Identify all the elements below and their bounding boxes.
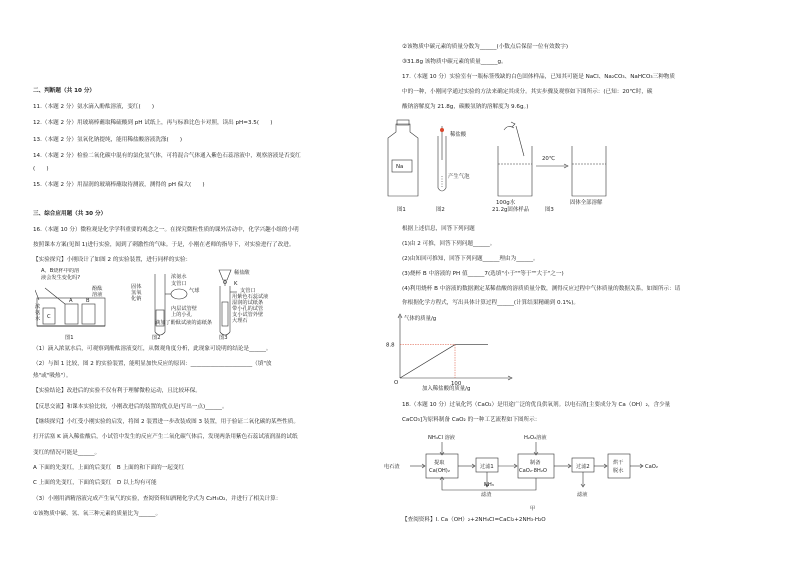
flow-caption: 甲 bbox=[530, 506, 536, 512]
fig3-port-label: 支管口 bbox=[240, 288, 256, 294]
option-a-b: A 下面的先变红，上面的后变红 B 上面的和下面的一起变红 bbox=[33, 465, 185, 471]
question-17-line1: 17.（本题 10 分）实验室有一瓶标签残缺的白色固体样品，已知其可能是 NaCl、Na₂CO₃、NaHCO₃三种物质 bbox=[402, 74, 675, 80]
reference-info: 【查阅资料】Ⅰ. Ca（OH）₂+2NH₄Cl=CaCl₂+2NH₃·H₂O bbox=[402, 517, 546, 523]
flow-gas: NH₃ bbox=[484, 482, 494, 488]
fig3-outer-label: 支小试管外壁 bbox=[232, 312, 264, 318]
further-inquiry-3: 变红的情况可能是______。 bbox=[33, 450, 101, 456]
flow-box-1b: Ca(OH)₂ bbox=[429, 468, 450, 474]
question-18-line1: 18.（本题 10 分）过氧化钙（CaO₂）是用途广泛的优良供氧剂。以电石渣[主要成分为 Ca（OH）₂，含少量 bbox=[402, 402, 671, 408]
fig3-tube-label: 带小孔的试管 bbox=[232, 306, 264, 312]
question-16-line3: 【实验探究】小刚设计了如图 2 的实验装置，进行同样的实验： bbox=[33, 257, 192, 263]
q17-figure-2-caption: 图2 bbox=[436, 207, 445, 213]
flow-start: 电石渣 bbox=[384, 464, 400, 470]
reflection: 【反思交流】和课本实验比较，小刚改进后的装置的优点是(写出一点)______。 bbox=[33, 404, 228, 410]
flow-box-2b: CaO₂·8H₂O bbox=[519, 468, 547, 474]
further-inquiry-1: 【继续探究】小红受小刚实验的启发，将图 2 装置进一步改装成图 3 装置，用于验证二氧化碳的某些性质。 bbox=[33, 419, 299, 425]
gas-series-line bbox=[400, 345, 488, 378]
question-17-2: (2)由知回可推知，回答下列问题______理由为______。 bbox=[402, 256, 539, 262]
experiment-figures bbox=[35, 268, 270, 342]
reagent-bottle bbox=[388, 120, 418, 196]
fig1-label-a: A bbox=[69, 298, 73, 304]
flow-box-3: 烘干 bbox=[613, 460, 624, 466]
fig2-solid-label: 固体 bbox=[131, 284, 142, 290]
sample-label: 21.2g固体样品 bbox=[492, 207, 529, 213]
flow-filter-1: 过滤1 bbox=[480, 464, 494, 470]
question-16-line1: 16.（本题 10 分）微粒观是化学学科重要的观念之一。在探究微粒性质的课外活动中，化学兴趣小组的小明 bbox=[33, 227, 299, 233]
further-inquiry-2: 打开活塞 K 滴入稀盐酸后，小试管中发生的反应产生二氧化碳气体后，发现两条用紫色石蕊试液润湿的试纸 bbox=[33, 434, 298, 440]
gas-mass-chart bbox=[380, 310, 530, 392]
question-11: 11.（本题 2 分）氨水滴入酚酞溶液，变红( ) bbox=[33, 104, 155, 110]
fig1-ammonia-label-1: 浓 bbox=[35, 304, 41, 310]
fig1-question-label-2: 液会发生变化吗? bbox=[41, 275, 81, 281]
question-16-2: （2）与图 1 比较，图 2 的实验装置，能明显加快反应的原因：______________________（填"放 bbox=[33, 361, 272, 367]
process-flow-diagram bbox=[380, 426, 680, 514]
fig1-ammonia-label-3: 水 bbox=[35, 316, 41, 322]
flow-residue-1: 滤渣 bbox=[481, 492, 492, 498]
question-17-3: (3)烧杯 B 中溶液的 PH 值______7(选填"小于""等于""大于"之一) bbox=[402, 271, 564, 277]
question-16-line2: 按照课本方案(见图 1)进行实验，闻到了刺激性的气味。于是，小刚在老师的指导下，对实验进行了改进。 bbox=[33, 242, 295, 248]
box-prepare bbox=[518, 454, 554, 478]
fig3-acid-label: 稀盐酸 bbox=[234, 270, 250, 276]
question-17-1: (1)由 2 可推，回答下列问题______。 bbox=[402, 241, 496, 247]
test-tube bbox=[438, 126, 446, 191]
q17-figures bbox=[380, 116, 640, 214]
fig3-valve-label: K bbox=[234, 281, 238, 287]
flow-input-1: NH₄Cl 溶液 bbox=[428, 435, 455, 441]
flow-filter-2: 过滤2 bbox=[576, 464, 590, 470]
question-16-2b: 热"或"吸热"）。 bbox=[33, 373, 72, 379]
question-15: 15.（本题 2 分）用湿润的玻璃棒蘸取待测液，测得的 pH 偏大( ) bbox=[33, 182, 205, 188]
chart-x-label: 加入稀盐酸的质量/g bbox=[422, 386, 471, 392]
fig1-label-c: C bbox=[47, 314, 51, 320]
fig1-question-label: A、B烧杯中的溶 bbox=[41, 268, 80, 274]
fig1-phenol-label-2: 溶液 bbox=[92, 292, 103, 298]
chart-origin: O bbox=[394, 380, 399, 386]
q17-figure-3-caption: 图3 bbox=[545, 207, 554, 213]
flow-box-3b: 脱水 bbox=[613, 468, 624, 474]
question-16-3a: ①该物质中碳、氢、氧三种元素的质量比为______。 bbox=[33, 511, 162, 517]
figure-2-caption: 图2 bbox=[152, 335, 161, 341]
question-12: 12.（本题 2 分）用玻璃棒蘸取稀硫酸到 pH 试纸上，再与标准比色卡对照，读出 pH=3.5( ) bbox=[33, 120, 273, 126]
question-17-4b: 你根据化学方程式，写出具体计算过程______(计算结果精确到 0.1%)。 bbox=[402, 300, 579, 306]
fig2-hole-label: 上的小孔 bbox=[171, 312, 192, 318]
flow-end: CaO₂ bbox=[645, 464, 658, 470]
question-14: 14.（本题 2 分）检验二氧化碳中混有的氯化氢气体，可将混合气体通入紫色石蕊溶液中，观察溶液是否变红 bbox=[33, 153, 301, 159]
box-dry bbox=[608, 454, 630, 478]
bottle-label: Na bbox=[396, 164, 404, 170]
question-17-line3: 酸钠溶解度为 21.8g，碳酸氢钠的溶解度为 9.6g。) bbox=[402, 104, 529, 110]
question-16-3: （3）小刚用酒精溶液完成产生氧气的实验，查阅资料知酒精化学式为 C₂H₅O₂，并进行了相关计算： bbox=[33, 496, 282, 502]
question-17-prompt: 根据上述信息，回答下列问题 bbox=[402, 226, 475, 232]
option-c-d: C 上面的先变红，下面的后变红 D 以上均有可能 bbox=[33, 480, 157, 486]
fig2-wall-label: 内层试管壁 bbox=[171, 306, 197, 312]
chart-y-label: 气体的质量/g bbox=[404, 316, 437, 322]
question-18-line2: CaCO₃]为原料制备 CaO₂ 的一种工艺流程如下图所示： bbox=[402, 417, 541, 423]
question-16-1: （1）滴入浓氨水后，可观察到酚酞溶液变红，从微观角度分析，此现象可说明的结论是______。 bbox=[33, 346, 272, 352]
flow-box-2: 制备 bbox=[530, 460, 541, 466]
water-label: 100g水 bbox=[496, 200, 516, 206]
experiment-conclusion: 【实验结论】改进后的实验不仅有利于理解微粒运动，且比较环保。 bbox=[33, 388, 201, 394]
question-16-3c: ③31.8g 该物质中碳元素的质量______g。 bbox=[402, 59, 507, 65]
fig1-ammonia-label-2: 氨 bbox=[35, 310, 41, 316]
fig1-phenol-label: 酚酞 bbox=[92, 286, 103, 292]
section-2-title: 二、判断题（共 10 分） bbox=[33, 88, 96, 94]
box-extract bbox=[426, 454, 458, 478]
dissolve-label: 固体全部溶解 bbox=[570, 200, 603, 206]
q17-figure-1-caption: 图1 bbox=[397, 207, 406, 213]
section-3-title: 三、综合应用题（共 30 分） bbox=[33, 211, 107, 217]
question-14-bracket: ( ) bbox=[33, 166, 49, 172]
chart-y-tick: 8.8 bbox=[386, 342, 395, 349]
fig3-litmus-label: 用紫色石蕊试液 bbox=[232, 294, 269, 300]
fig3-litmus-label-2: 湿润的试纸条 bbox=[232, 300, 264, 306]
fig2-solid-label-3: 化钠 bbox=[131, 296, 142, 302]
fig2-balloon-label: 气球 bbox=[189, 288, 200, 294]
process-arrow bbox=[536, 164, 568, 168]
figure-3-caption: 图3 bbox=[219, 335, 228, 341]
question-13: 13.（本题 2 分）氢氧化钠提纯，能用稀盐酸溶液洗涤( ) bbox=[33, 137, 183, 143]
beaker-dissolved bbox=[572, 146, 606, 196]
acid-label: 稀盐酸 bbox=[450, 132, 467, 138]
fig2-solid-label-2: 氢氧 bbox=[131, 290, 142, 296]
flow-residue-2: 滤液 bbox=[577, 492, 588, 498]
beaker-with-sample bbox=[498, 122, 532, 196]
fig2-paper-label: 滴加了酚酞试液的滤纸条 bbox=[155, 320, 213, 326]
question-16-3b: ②该物质中碳元素的质量分数为______(小数点后保留一位有效数字) bbox=[402, 44, 569, 50]
flow-input-2: H₂O₂溶液 bbox=[524, 435, 547, 441]
flow-box-1: 提取 bbox=[434, 460, 445, 466]
gas-label: 产生气泡 bbox=[448, 174, 470, 180]
chart-x-tick: 100 bbox=[451, 381, 462, 387]
fig2-port-label: 支管口 bbox=[171, 281, 187, 287]
temperature-label: 20℃ bbox=[542, 156, 555, 162]
fig2-ammonia-label: 浓氨水 bbox=[171, 274, 187, 280]
question-17-line2: 中的一种，小刚同学通过实验的方法来确定其成分。其实步骤及观察如下图所示：(已知：20℃时，碳 bbox=[402, 89, 653, 95]
fig3-marble-label: 大理石 bbox=[232, 318, 248, 324]
question-17-4: (4)利用烧杯 B 中溶液的数据测定某稀盐酸的溶质质量分数，测得反应过程中气体质量的数据关系，如图所示：请 bbox=[402, 286, 681, 292]
figure-1-caption: 图1 bbox=[65, 335, 74, 341]
fig1-label-b: B bbox=[86, 298, 90, 304]
